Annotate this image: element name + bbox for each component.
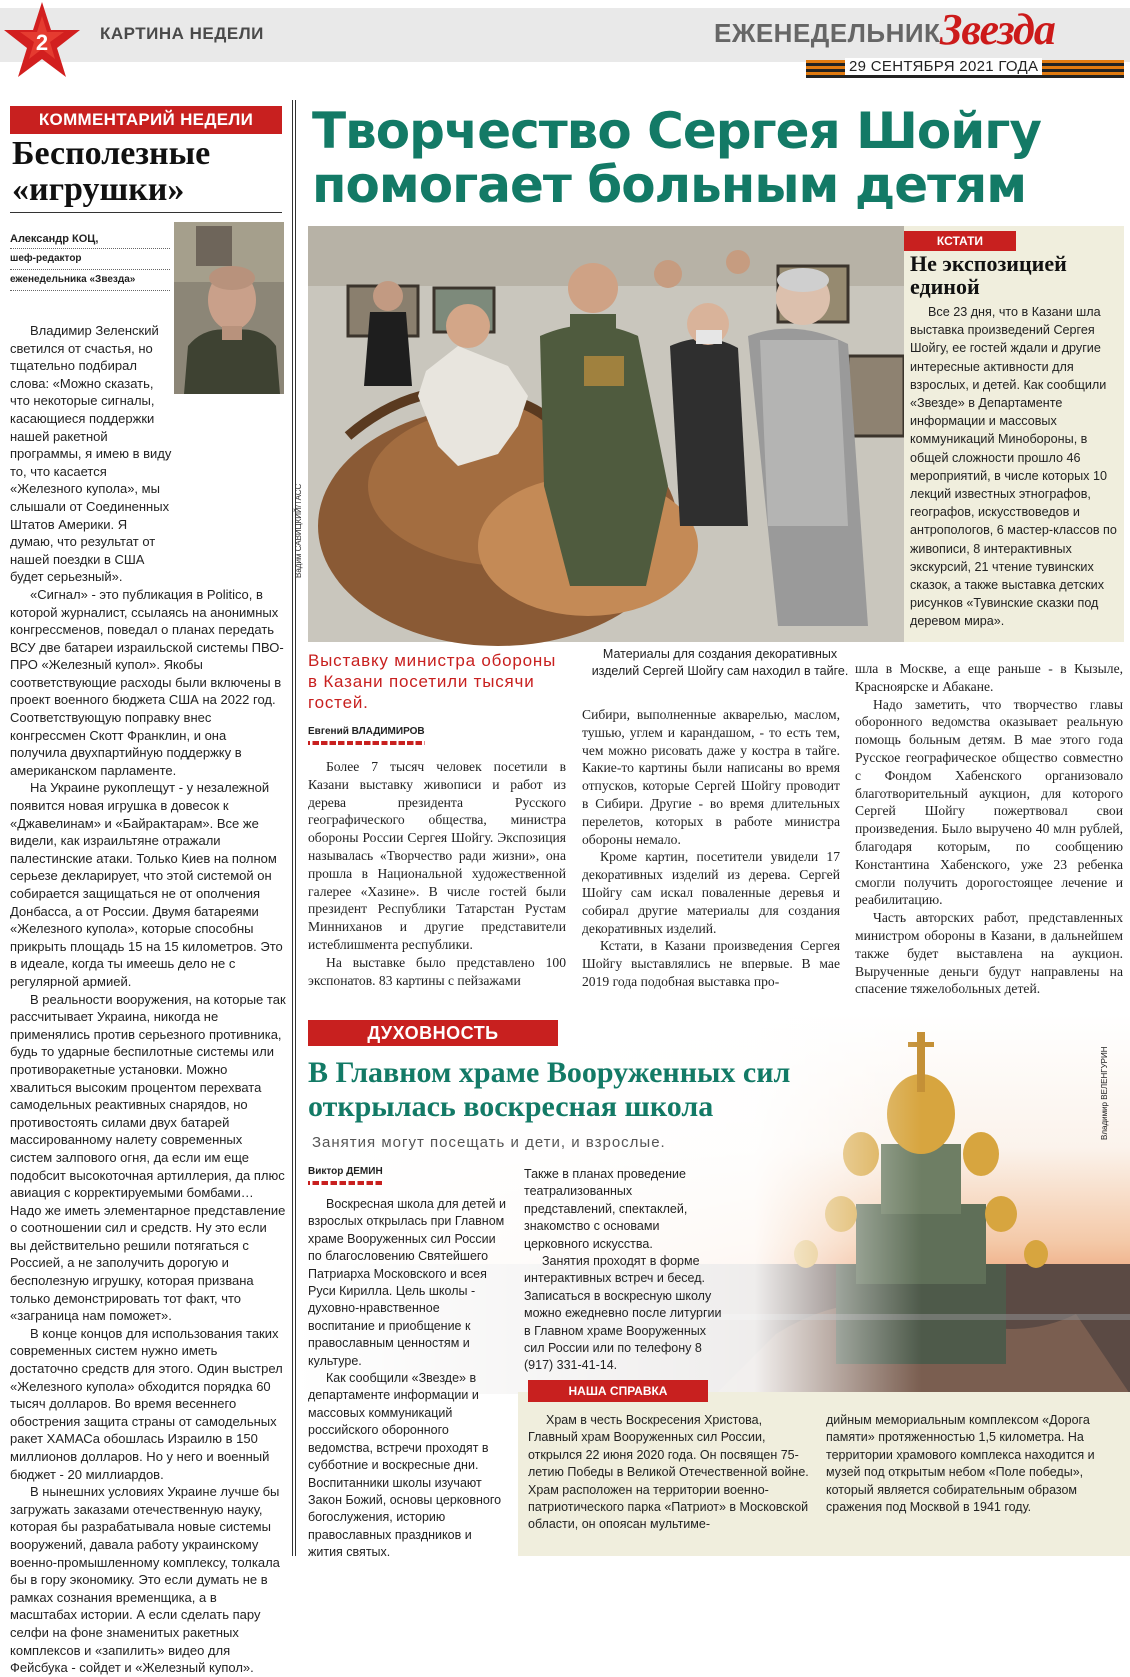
weekly-label: ЕЖЕНЕДЕЛЬНИК (714, 18, 941, 48)
comment-paragraph: На Украине рукоплещут - у незалежной появится новая игрушка в довесок к «Джавелинам» и «Байрактарам». Все же видели, как израильтяне отражали палестинские атаки. Только Киев на полном серьезе декларирует, что этой системой он собирается защищаться не от ополчения Донбасса, а от России. Двумя батареями «Железного купола», которые способны прикрыть площадь 15 на 15 километров. Это в идеале, когда ты имеешь дело не с регулярной армией. (10, 780, 283, 989)
main-paragraph: Кстати, в Казани произведения Сергея Шойгу выставлялись не впервые. В мае 2019 года подобная выставка про- (582, 938, 840, 989)
main-headline-line2: помогает больным детям (312, 156, 1027, 214)
spirit-paragraph: Воскресная школа для детей и взрослых открылась при Главном храме Вооруженных сил России по благословению Святейшего Патриарха Московского и всея Руси Кирилла. Цель школы - духовно-нравственное воспитание и приобщение к православным ценностям и культуре. (308, 1197, 506, 1368)
comment-paragraph: В конце концов для использования таких современных систем нужно иметь достаточно средств для этого. Один выстрел «Железного купола» обходится порядка 60 тысяч долларов. Во время весеннего обострения защита страны от самодельных ракет ХАМАСа обошлась Израилю в 150 миллионов долларов. Но у него и военный бюджет - 20 миллиардов. (10, 1325, 283, 1482)
main-column-2 (582, 706, 840, 991)
main-paragraph: Надо заметить, что творчество главы оборонного ведомства оказывает реальную помощь больным детям. В мае этого года Русское географическое общество совместно с Фондом Хабенского организовало благотворительный аукцион, для которого Сергей Шойгу пожертвовал свои произведения. Было выручено 40 млн рублей, благодаря которым, по сообщению Константина Хабенского, уже 23 ребенка смогли получить дорогостоящее лечение и реабилитацию. (855, 696, 1123, 908)
author-name: Александр КОЦ, (10, 232, 170, 249)
photo-credit-main: Вадим САВИЦКИЙ/ТАСС (294, 483, 303, 578)
author-role-publication: еженедельника «Звезда» (10, 273, 170, 291)
spirit-subtitle: Занятия могут посещать и дети, и взрослые. (312, 1134, 666, 1151)
main-column-3 (855, 660, 1123, 998)
comment-kicker: КОММЕНТАРИЙ НЕДЕЛИ (10, 106, 282, 134)
main-byline: Евгений ВЛАДИМИРОВ (308, 726, 425, 737)
aside-kicker: КСТАТИ (904, 231, 1016, 251)
main-paragraph: На выставке было представлено 100 экспонатов. 83 картины с пейзажами (308, 954, 566, 988)
spirit-headline-line2: открылась воскресная школа (308, 1090, 714, 1123)
brand-name: Звезда (940, 5, 1055, 54)
spirit-column-1 (308, 1196, 508, 1562)
reference-column-2: дийным мемориальным комплексом «Дорога памяти» протяженностью 1,5 километра. На территории храмового комплекса находится и музей под открытым небом «Поле победы», который является собирательным образом сражения под Москвой в 1941 году. (826, 1413, 1095, 1515)
spirit-paragraph: Занятия проходят в форме интерактивных встреч и бесед. Записаться в воскресную школу можно ежедневно после литургии в Главном храме Вооруженных сил России или по телефону 8 (917) 331-41-14. (524, 1254, 722, 1373)
exhibition-photo (308, 226, 904, 642)
main-headline-line1: Творчество Сергея Шойгу (312, 102, 1041, 160)
comment-title-line2: «игрушки» (12, 171, 185, 208)
main-paragraph: Часть авторских работ, представленных министром обороны в Казани, в дальнейшем также будет выставлена на аукцион. Вырученные деньги будут направлены на спасение тяжелобольных детей. (855, 910, 1123, 997)
comment-paragraph: «Сигнал» - это публикация в Politico, в которой журналист, ссылаясь на анонимных конгрессменов, поведал о планах передать ВСУ две батареи израильской системы ПВО-ПРО «Железный купол». Якобы соответствующие расходы были включены в проект военного бюджета США на 2022 год. Соответствующую поправку внес конгрессмен Скотт Франклин, и она получила двухпартийную поддержку в американском парламенте. (10, 586, 284, 778)
comment-paragraph: В нынешних условиях Украине лучше бы загружать заказами отечественную науку, которая бы разрабатывала новые системы вооружений, давала работу украинскому военно-промышленному комплексу, толкала бы в гору экономику. Это если думать не в рамках сознания временщика, а в масштабах истории. А если сделать пару селфи на фоне знаменитых ракетных комплексов и «запилить» видео для Фейсбука - сойдет и «Железный купол». (10, 1484, 280, 1676)
main-subhead: Выставку министра обороны в Казани посетили тысячи гостей. (308, 651, 557, 712)
comment-title-line1: Бесполезные (12, 135, 211, 172)
issue-date: 29 СЕНТЯБРЯ 2021 ГОДА (845, 58, 1042, 75)
spirit-column-2 (524, 1166, 724, 1375)
page-number: 2 (35, 30, 49, 55)
author-block (10, 232, 170, 291)
comment-title (12, 136, 287, 208)
aside-title: Не экспозицией единой (910, 251, 1067, 299)
main-headline (312, 104, 1128, 212)
comment-body (10, 322, 286, 1677)
author-role: шеф-редактор (10, 252, 170, 270)
spirit-headline (308, 1056, 928, 1124)
spirit-byline: Виктор ДЕМИН (308, 1166, 383, 1177)
main-paragraph: шла в Москве, а еще раньше - в Кызыле, Красноярске и Абакане. (855, 661, 1123, 694)
spirit-paragraph: Также в планах проведение театрализованных представлений, спектаклей, знакомство с основами церковного искусства. (524, 1167, 688, 1251)
section-name: КАРТИНА НЕДЕЛИ (100, 24, 264, 43)
spirit-kicker: ДУХОВНОСТЬ (308, 1020, 558, 1046)
reference-column-1: Храм в честь Воскресения Христова, Главный храм Вооруженных сил России, открылся 22 июня 2020 года. Он посвящен 75-летию Победы в Великой Отечественной войне. Храм расположен на территории военно-патриотического парка «Патриот» в Московской области, он опоясан мультиме- (528, 1413, 809, 1532)
photo-caption: Материалы для создания декоративных изделий Сергей Шойгу сам находил в тайге. (591, 647, 849, 678)
reference-kicker: НАША СПРАВКА (528, 1380, 708, 1402)
main-paragraph: Более 7 тысяч человек посетили в Казани выставку живописи и работ из дерева президента Русского географического общества, министра обороны России Сергея Шойгу. Экспозиция называлась «Творчество ради жизни», она прошла в Национальной художественной галерее «Хазине». В числе гостей были президент Республики Татарстан Рустам Минниханов и другие представители истеблишмента республики. (308, 759, 566, 952)
spirit-paragraph: Как сообщили «Звезде» в департаменте информации и массовых коммуникаций российского оборонного ведомства, встречи проходят в субботние и воскресные дни. Воспитанники школы изучают Закон Божий, основы церковного богослужения, историю православных праздников и жития святых. (308, 1371, 502, 1560)
title-rule (10, 212, 282, 213)
spirit-headline-line1: В Главном храме Вооруженных сил (308, 1056, 791, 1089)
red-star-logo (2, 0, 82, 80)
comment-paragraph: Владимир Зеленский светился от счастья, но тщательно подбирал слова: «Можно сказать, что некоторые сигналы, касающиеся поддержки нашей ракетной программы, я имею в виду то, что касается «Железного купола», мы слышали от Соединенных Штатов Америки. Я думаю, что результат от нашей поездки в США будет серьезный». (10, 323, 172, 585)
photo-credit-church: Владимир ВЕЛЕНГУРИН (1100, 1046, 1109, 1140)
comment-paragraph: В реальности вооружения, на которые так рассчитывает Украина, никогда не применялись против серьезного противника, будь то ударные беспилотные системы или противоракетные установки. Можно хвалиться высоким процентом перехвата самодельных реактивных снарядов, но противостоять силами двух батарей массированному налету современных систем залпового огня, да если им еще подобсит высокоточная артиллерия, да плюс авиация с корректируемыми бомбами… Надо же иметь элементарное представление о соотношении сил и средств. Ну это если вы действительно решили потягаться с Россией, а не заполучить дорогую и бесполезную игрушку, которая призвана только демонстрировать тот факт, что «заграница нам поможет». (10, 991, 286, 1324)
main-column-1 (308, 758, 566, 989)
aside-body: Все 23 дня, что в Казани шла выставка произведений Сергея Шойгу, ее гостей ждали и другие интересные активности для взрослых, и детей. Как сообщили «Звезде» в Департаменте информации и массовых коммуникаций Минобороны, в общей сложности прошло 46 мероприятий, в числе которых 10 лекций известных этнографов, географов, искусствоведов и антропологов, 6 мастер-классов по живописи, 8 интерактивных экскурсий, 21 чтение тувинских сказок, а также выставка детских рисунков «Тувинские сказки под деревом мира». (910, 305, 1117, 629)
main-paragraph: Сибири, выполненные акварелью, маслом, тушью, углем и карандашом, - то есть тем, чем можно рисовать даже у костра в тайге. Какие-то картины были написаны во время отпусков, которые Сергей Шойгу проводит в Сибири. Другие - во время длительных перелетов, которых в работе министра обороны немало. (582, 707, 840, 847)
main-paragraph: Кроме картин, посетители увидели 17 декоративных изделий из дерева. Сергей Шойгу сам искал поваленные деревья и собирал другие материалы для создания декоративных изделий. (582, 849, 840, 936)
